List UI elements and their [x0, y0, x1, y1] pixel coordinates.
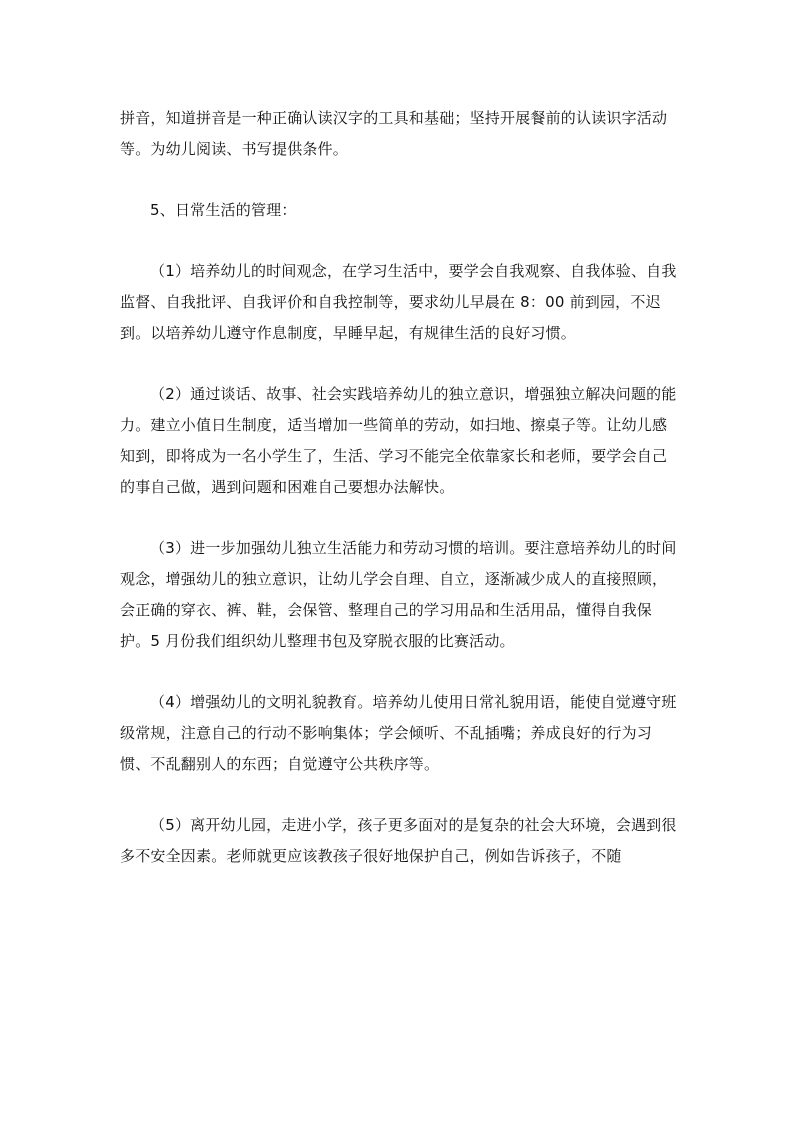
section-heading-daily-life-management: 5、日常生活的管理： — [150, 201, 297, 219]
paragraph-item-5: （5）离开幼儿园，走进小学，孩子更多面对的是复杂的社会大环境，会遇到很多不安全因素。老师就更应该教孩子很好地保护自己，例如告诉孩子，不随 — [120, 816, 677, 865]
paragraph-item-2: （2）通过谈话、故事、社会实践培养幼儿的独立意识，增强独立解决问题的能力。建立小值日生制度，适当增加一些简单的劳动，如扫地、擦桌子等。让幼儿感知到，即将成为一名小学生了，生活、学习不能完全依靠家长和老师，要学会自己的事自己做，遇到问题和困难自己要想办法解快。 — [120, 385, 677, 496]
paragraph-item-3: （3）进一步加强幼儿独立生活能力和劳动习惯的培训。要注意培养幼儿的时间观念，增强幼儿的独立意识，让幼儿学会自理、自立，逐渐减少成人的直接照顾，会正确的穿衣、裤、鞋，会保管、整理自己的学习用品和生活用品，懂得自我保护。5 月份我们组织幼儿整理书包及穿脱衣服的比赛活动。 — [120, 539, 677, 650]
paragraph-intro-continuation: 拼音，知道拼音是一种正确认读汉字的工具和基础；坚持开展餐前的认读识字活动等。为幼儿阅读、书写提供条件。 — [120, 109, 668, 158]
paragraph-item-4: （4）增强幼儿的文明礼貌教育。培养幼儿使用日常礼貌用语，能使自觉遵守班级常规，注意自己的行动不影响集体；学会倾听、不乱插嘴；养成良好的行为习惯、不乱翻别人的东西；自觉遵守公共秩序等。 — [120, 693, 677, 773]
paragraph-item-1: （1）培养幼儿的时间观念，在学习生活中，要学会自我观察、自我体验、自我监督、自我批评、自我评价和自我控制等，要求幼儿早晨在 8：00 前到园，不迟到。以培养幼儿遵守作息制度，早睡早起，有规律生活的良好习惯。 — [120, 262, 677, 342]
document-body — [120, 103, 680, 872]
